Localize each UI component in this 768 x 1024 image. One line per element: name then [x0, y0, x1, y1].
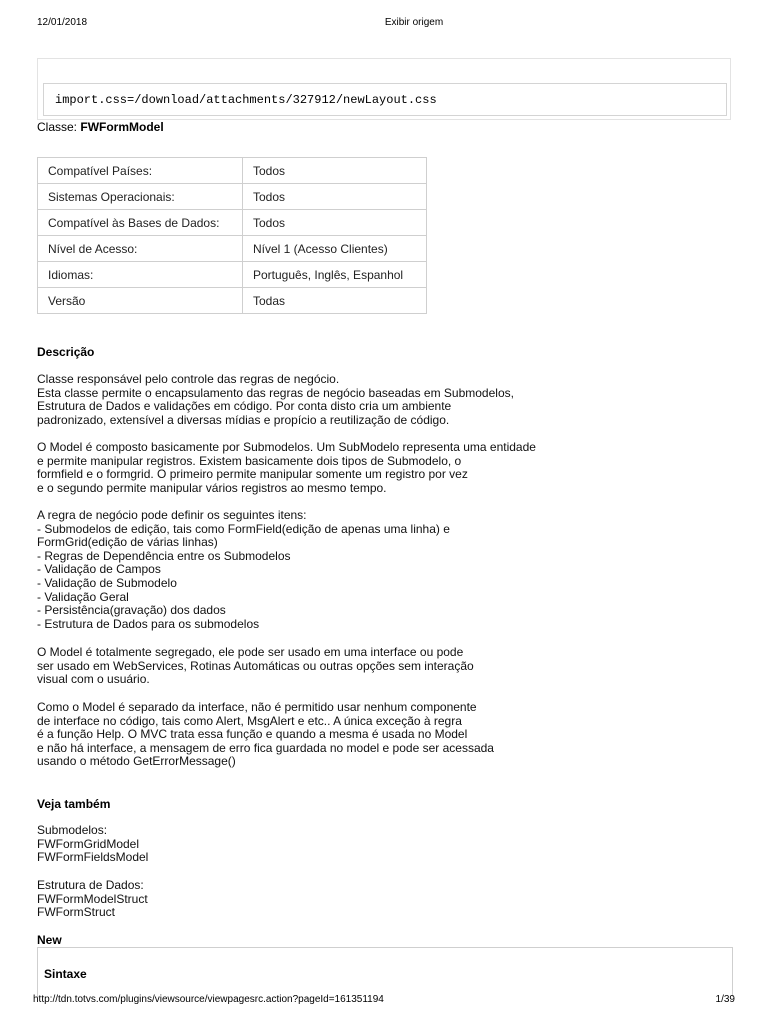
sintaxe-panel: [37, 947, 733, 997]
print-date: 12/01/2018: [37, 17, 88, 28]
property-key: Compatível Países:: [38, 158, 243, 184]
see-also-group: Submodelos: FWFormGridModel FWFormFieldsModel: [37, 823, 149, 865]
paragraph: Classe responsável pelo controle das regras de negócio. Esta classe permite o encapsulamento das regras de negócio baseadas em Submodelos, Estrutura de Dados e validações em código. Por conta disto cria um ambiente padronizado, extensível a diversas mídias e propício a reutilização de código.: [37, 372, 514, 427]
class-line: [37, 120, 164, 134]
see-also-group: Estrutura de Dados: FWFormModelStruct FWFormStruct: [37, 878, 148, 920]
property-value: Português, Inglês, Espanhol: [243, 262, 427, 288]
print-header: [0, 17, 768, 31]
source-url: http://tdn.totvs.com/plugins/viewsource/viewpagesrc.action?pageId=161351194: [33, 994, 384, 1005]
property-key: Idiomas:: [38, 262, 243, 288]
class-label: Classe:: [37, 120, 81, 134]
section-heading-descricao: Descrição: [37, 345, 95, 359]
paragraph: Como o Model é separado da interface, não é permitido usar nenhum componente de interface no código, tais como Alert, MsgAlert e etc.. A única exceção à regra é a função Help. O MVC trata essa função e quando a mesma é usada no Model e não há interface, a mensagem de erro fica guardada no model e pode ser acessada usando o método GetErrorMessage(): [37, 700, 494, 769]
page-number: 1/39: [715, 994, 735, 1005]
section-heading-new: New: [37, 933, 62, 947]
paragraph: A regra de negócio pode definir os seguintes itens: - Submodelos de edição, tais como FormField(edição de apenas uma linha) e FormGrid(edição de várias linhas) - Regras de Dependência entre os Submodelos - Validação de Campos - Validação de Submodelo - Validação Geral - Persistência(gravação) dos dados - Estrutura de Dados para os submodelos: [37, 508, 450, 631]
print-title: Exibir origem: [384, 17, 444, 28]
code-block: import.css=/download/attachments/327912/newLayout.css: [43, 83, 727, 116]
property-value: Todos: [243, 184, 427, 210]
property-key: Versão: [38, 288, 243, 314]
property-value: Nível 1 (Acesso Clientes): [243, 236, 427, 262]
properties-table: [37, 157, 427, 314]
table-row: [38, 262, 427, 288]
table-row: [38, 184, 427, 210]
section-heading-veja-tambem: Veja também: [37, 797, 111, 811]
class-name: FWFormModel: [80, 120, 164, 134]
property-value: Todos: [243, 210, 427, 236]
table-row: [38, 288, 427, 314]
property-key: Sistemas Operacionais:: [38, 184, 243, 210]
property-key: Compatível às Bases de Dados:: [38, 210, 243, 236]
section-heading-sintaxe: Sintaxe: [44, 967, 87, 981]
property-key: Nível de Acesso:: [38, 236, 243, 262]
property-value: Todos: [243, 158, 427, 184]
paragraph: O Model é composto basicamente por Submodelos. Um SubModelo representa uma entidade e permite manipular registros. Existem basicamente dois tipos de Submodelo, o formfield e o formgrid. O primeiro permite manipular somente um registro por vez e o segundo permite manipular vários registros ao mesmo tempo.: [37, 440, 536, 495]
property-value: Todas: [243, 288, 427, 314]
table-row: [38, 210, 427, 236]
paragraph: O Model é totalmente segregado, ele pode ser usado em uma interface ou pode ser usado em WebServices, Rotinas Automáticas ou outras opções sem interação visual com o usuário.: [37, 645, 474, 687]
table-row: [38, 236, 427, 262]
table-row: [38, 158, 427, 184]
